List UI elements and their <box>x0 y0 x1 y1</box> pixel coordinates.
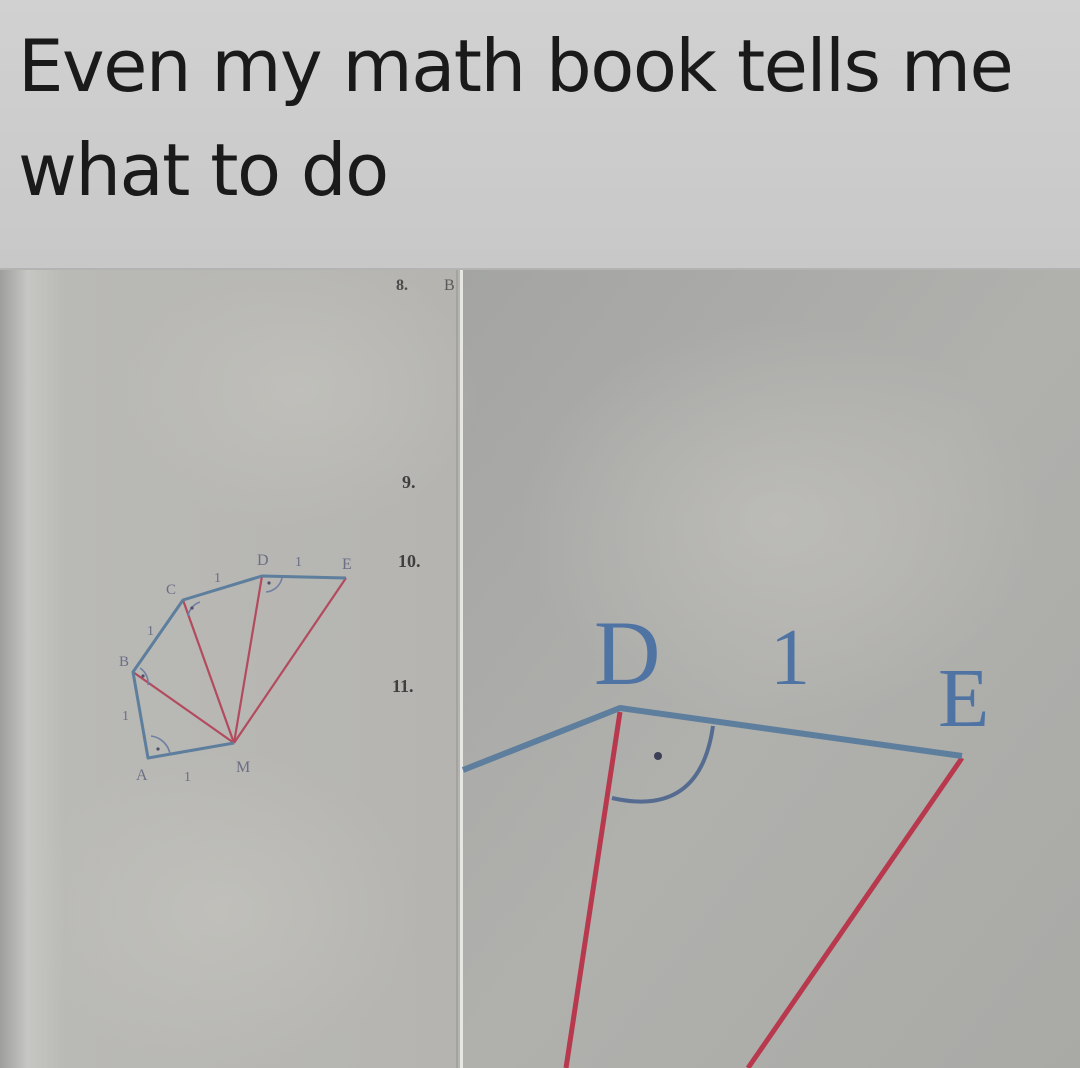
exercise-number-10: 10. <box>398 551 421 571</box>
figure-label-e: E <box>342 556 352 573</box>
caption-text: Even my math book tells me what to do <box>18 24 1013 212</box>
figure-label-d: D <box>257 552 269 569</box>
figure-segment-label-de: 1 <box>295 555 302 570</box>
closeup-label-e: E <box>938 652 990 745</box>
figure-label-c: C <box>166 582 177 598</box>
figure-segment-label-bc: 1 <box>147 624 154 639</box>
figure-label-m: M <box>236 759 251 776</box>
figure-label-a: A <box>136 767 148 784</box>
paper-texture <box>20 750 420 1068</box>
photo-canvas <box>0 270 1080 1068</box>
caption-bar <box>0 0 1080 270</box>
figure-segment-label-cd: 1 <box>214 571 221 586</box>
closeup-label-d: D <box>594 602 661 704</box>
exercise-number-9: 9. <box>402 472 416 492</box>
figure-segment-label-ab: 1 <box>122 709 129 724</box>
exercise-text-fragment: B <box>444 277 455 294</box>
figure-segment-label-am: 1 <box>184 770 191 785</box>
closeup-angle-dot <box>654 752 662 760</box>
math-book-photo <box>0 270 1080 1068</box>
exercise-number-8: 8. <box>396 277 408 294</box>
figure-label-b: B <box>119 654 130 670</box>
closeup-label-one: 1 <box>770 614 810 702</box>
exercise-number-11: 11. <box>392 676 414 696</box>
